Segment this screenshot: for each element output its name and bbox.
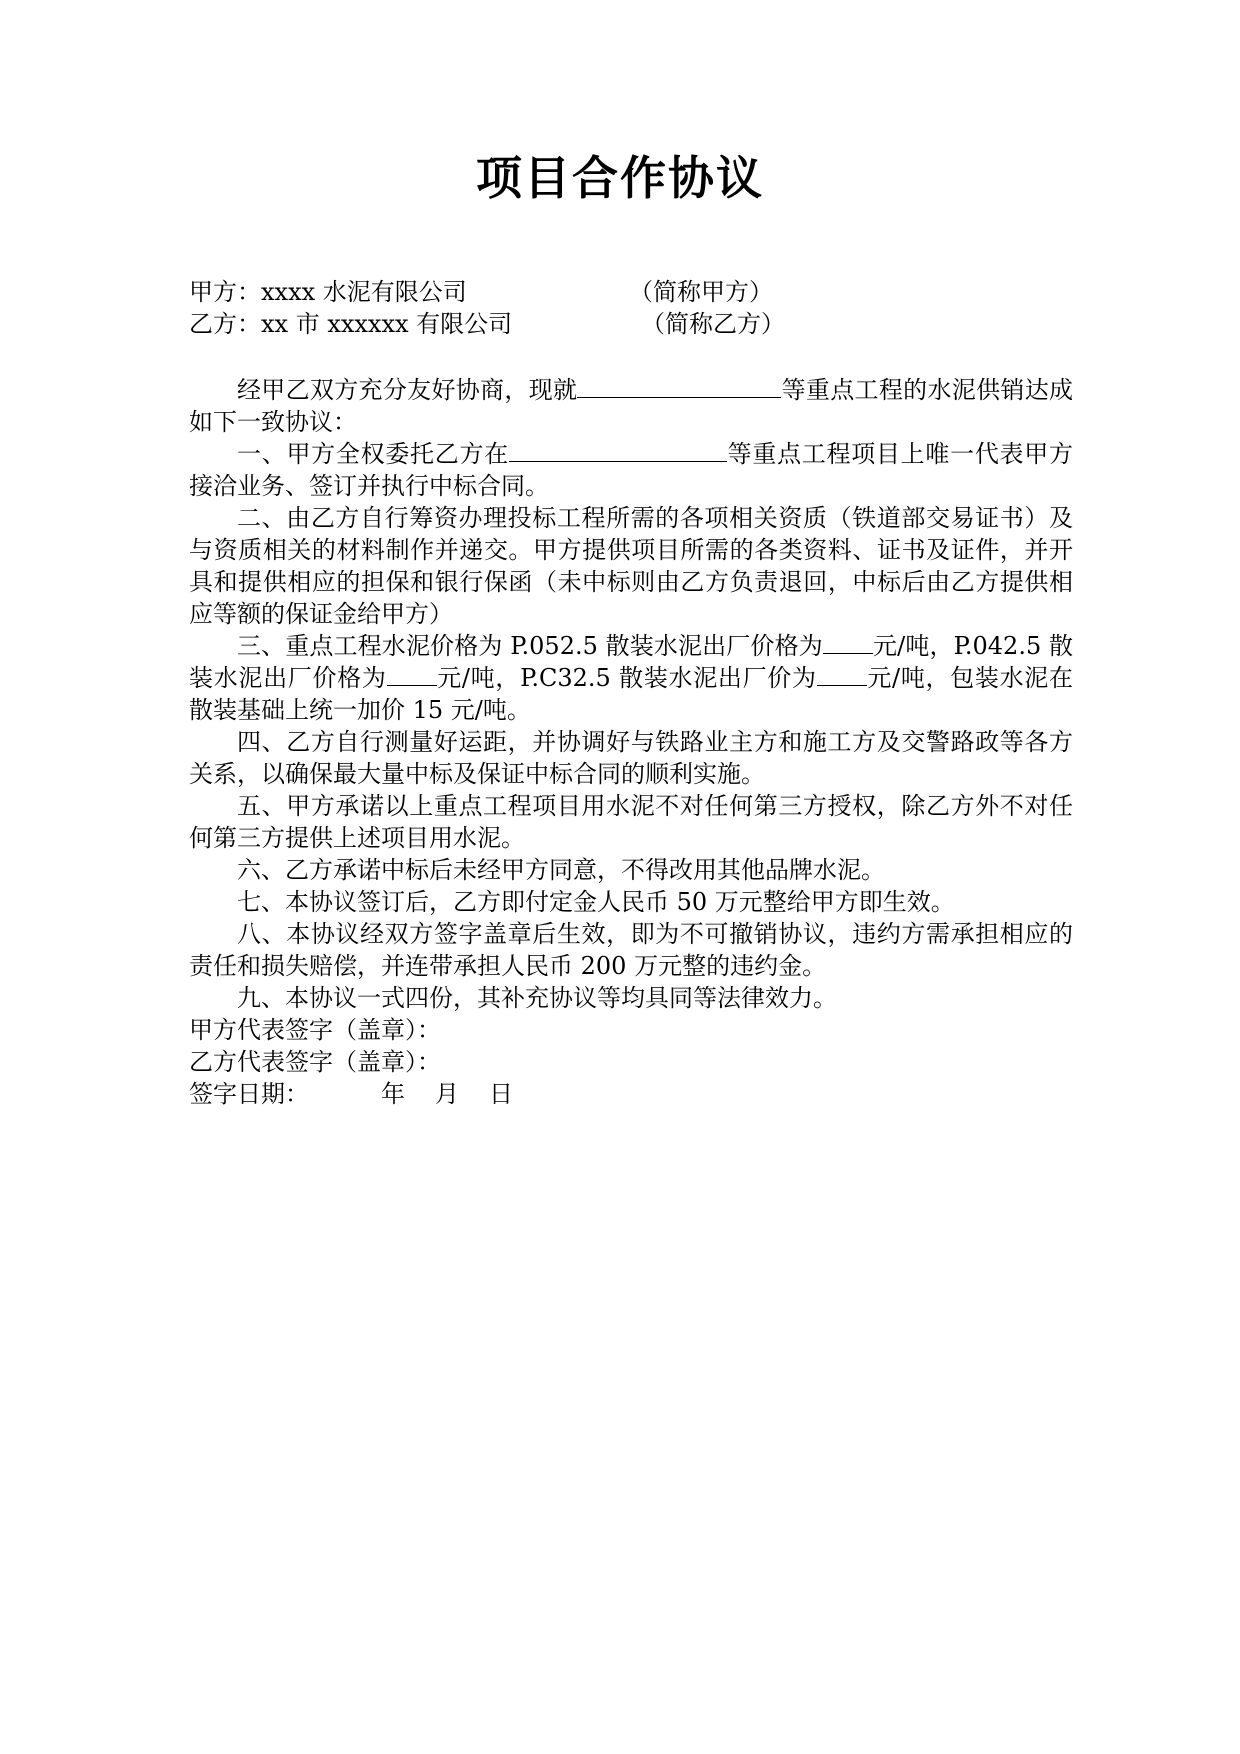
clause-7: 七、本协议签订后，乙方即付定金人民币 50 万元整给甲方即生效。 (237, 888, 955, 916)
project-location-blank (509, 439, 727, 462)
signature-party-b: 乙方代表签字（盖章）： (189, 1048, 441, 1076)
intro-paragraph (189, 374, 1073, 438)
clause-1-before: 一、甲方全权委托乙方在 (237, 440, 509, 468)
clause-3 (189, 630, 1073, 726)
party-a-name: 甲方：xxxx 水泥有限公司 (189, 278, 467, 306)
price-blank-p042 (387, 663, 437, 686)
signature-party-a: 甲方代表签字（盖章）： (189, 1016, 441, 1044)
clause-9: 九、本协议一式四份，其补充协议等均具同等法律效力。 (237, 984, 837, 1012)
clause-3-part2: 元/吨，P.042.5 散装水泥出厂价格为 (189, 632, 1073, 692)
clause-4: 四、乙方自行测量好运距，并协调好与铁路业主方和施工方及交警路政等各方关系，以确保最大量中标及保证中标合同的顺利实施。 (189, 728, 1073, 788)
clause-2: 二、由乙方自行筹资办理投标工程所需的各项相关资质（铁道部交易证书）及与资质相关的材料制作并递交。甲方提供项目所需的各类资料、证书及证件，并开具和提供相应的担保和银行保函（未中标则由乙方负责退回，中标后由乙方提供相应等额的保证金给甲方） (189, 504, 1073, 628)
date-year-label: 年 (381, 1080, 405, 1108)
clause-3-part1: 三、重点工程水泥价格为 P.052.5 散装水泥出厂价格为 (237, 632, 823, 660)
clause-1-after: 等重点工程项目上唯一代表甲方接洽业务、签订并执行中标合同。 (189, 440, 1074, 500)
date-month-label: 月 (435, 1080, 459, 1108)
clause-3-part4: 元/吨，包装水泥在散装基础上统一加价 15 元/吨。 (189, 664, 1073, 724)
party-b-abbr: （简称乙方） (641, 310, 785, 338)
party-b-name: 乙方：xx 市 xxxxxx 有限公司 (189, 310, 513, 338)
clause-1 (189, 438, 1073, 502)
signature-date-label: 签字日期： (189, 1080, 309, 1108)
party-a-abbr: （简称甲方） (629, 278, 773, 306)
price-blank-pc325 (817, 663, 867, 686)
agreement-body (189, 374, 1073, 1110)
intro-after: 等重点工程的水泥供销达成如下一致协议： (189, 376, 1074, 436)
date-day-label: 日 (489, 1080, 513, 1108)
clause-8: 八、本协议经双方签字盖章后生效，即为不可撤销协议，违约方需承担相应的责任和损失赔偿，并连带承担人民币 200 万元整的违约金。 (189, 920, 1073, 980)
project-name-blank (577, 375, 781, 398)
intro-before: 经甲乙双方充分友好协商，现就 (237, 376, 578, 404)
clause-5: 五、甲方承诺以上重点工程项目用水泥不对任何第三方授权，除乙方外不对任何第三方提供上述项目用水泥。 (189, 792, 1073, 852)
clause-6: 六、乙方承诺中标后未经甲方同意，不得改用其他品牌水泥。 (237, 856, 885, 884)
document-title: 项目合作协议 (476, 151, 764, 205)
signature-date-line (189, 1078, 1073, 1110)
clause-3-part3: 元/吨，P.C32.5 散装水泥出厂价为 (436, 664, 817, 692)
price-blank-p052 (823, 631, 873, 654)
